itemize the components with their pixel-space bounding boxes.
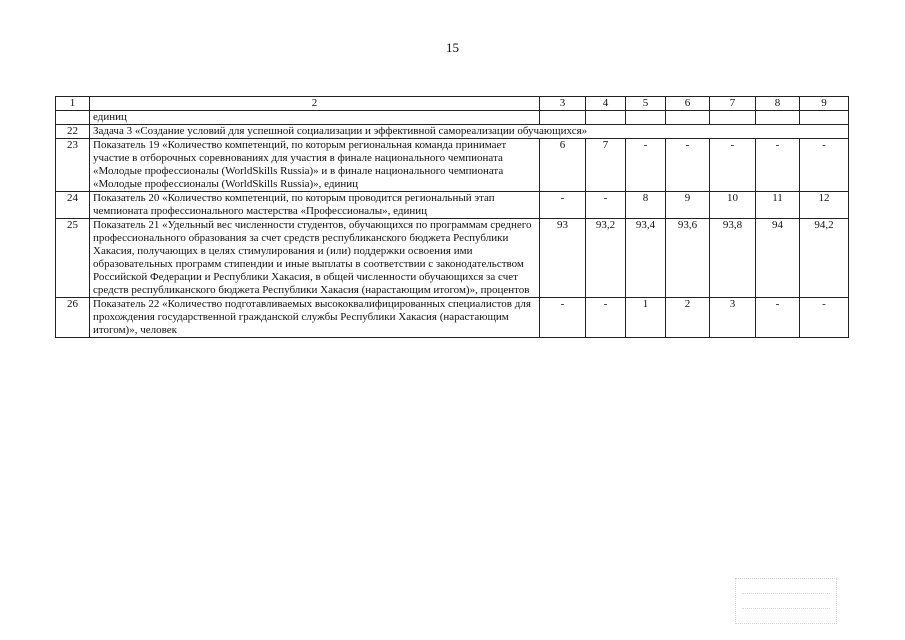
column-number: 1 bbox=[56, 97, 90, 111]
continuation-row bbox=[56, 111, 849, 125]
value-cell: 93,6 bbox=[666, 219, 710, 298]
column-number: 5 bbox=[626, 97, 666, 111]
value-cell: - bbox=[586, 298, 626, 338]
row-number: 23 bbox=[56, 139, 90, 192]
column-number: 6 bbox=[666, 97, 710, 111]
column-number: 2 bbox=[90, 97, 540, 111]
value-cell: - bbox=[540, 192, 586, 219]
table-row bbox=[56, 219, 849, 298]
cell-empty bbox=[666, 111, 710, 125]
task-row bbox=[56, 125, 849, 139]
continuation-text: единиц bbox=[90, 111, 540, 125]
column-number: 9 bbox=[800, 97, 849, 111]
value-cell: - bbox=[666, 139, 710, 192]
cell-empty bbox=[586, 111, 626, 125]
value-cell: 2 bbox=[666, 298, 710, 338]
indicator-text: Показатель 20 «Количество компетенций, по которым проводится региональный этап чемпионата профессионального мастерства «Профессионалы», единиц bbox=[90, 192, 540, 219]
indicator-text: Показатель 19 «Количество компетенций, по которым региональная команда принимает участие в отборочных соревнованиях для участия в финале национального чемпионата «Молодые профессионалы (WorldSkills Russia)» и в финале национального чемпионата «Молодые профессионалы (WorldSkills Russia)», единиц bbox=[90, 139, 540, 192]
cell-empty bbox=[710, 111, 756, 125]
value-cell: 94 bbox=[756, 219, 800, 298]
value-cell: 93 bbox=[540, 219, 586, 298]
table-row bbox=[56, 298, 849, 338]
value-cell: 93,2 bbox=[586, 219, 626, 298]
value-cell: 12 bbox=[800, 192, 849, 219]
cell-empty bbox=[756, 111, 800, 125]
value-cell: - bbox=[626, 139, 666, 192]
table-row bbox=[56, 139, 849, 192]
cell-empty bbox=[626, 111, 666, 125]
value-cell: 9 bbox=[666, 192, 710, 219]
row-number: 22 bbox=[56, 125, 90, 139]
indicator-text: Показатель 22 «Количество подготавливаемых высококвалифицированных специалистов для прохождения государственной гражданской службы Республики Хакасия (нарастающим итогом)», человек bbox=[90, 298, 540, 338]
value-cell: 1 bbox=[626, 298, 666, 338]
column-number: 3 bbox=[540, 97, 586, 111]
page-number: 15 bbox=[446, 40, 459, 55]
indicators-table bbox=[55, 96, 849, 338]
value-cell: 93,4 bbox=[626, 219, 666, 298]
value-cell: 6 bbox=[540, 139, 586, 192]
value-cell: 8 bbox=[626, 192, 666, 219]
value-cell: 11 bbox=[756, 192, 800, 219]
row-number: 24 bbox=[56, 192, 90, 219]
task-text: Задача 3 «Создание условий для успешной социализации и эффективной самореализации обучающихся» bbox=[90, 125, 849, 139]
value-cell: - bbox=[710, 139, 756, 192]
value-cell: 94,2 bbox=[800, 219, 849, 298]
indicator-text: Показатель 21 «Удельный вес численности студентов, обучающихся по программам среднего профессионального образования за счет средств республиканского бюджета Республики Хакасия, получающих в целях стимулирования и (или) поддержки освоения ими образовательных программ стипендии и иные выплаты в соответствии с законодательством Российской Федерации и Республики Хакасия, в общей численности обучающихся за счет средств республиканского бюджета Республики Хакасия (нарастающим итогом)», процентов bbox=[90, 219, 540, 298]
value-cell: - bbox=[756, 298, 800, 338]
table-row bbox=[56, 192, 849, 219]
cell-empty bbox=[540, 111, 586, 125]
column-number: 4 bbox=[586, 97, 626, 111]
value-cell: 10 bbox=[710, 192, 756, 219]
row-number: 25 bbox=[56, 219, 90, 298]
value-cell: - bbox=[800, 139, 849, 192]
value-cell: 93,8 bbox=[710, 219, 756, 298]
row-number: 26 bbox=[56, 298, 90, 338]
value-cell: - bbox=[586, 192, 626, 219]
cell-empty bbox=[800, 111, 849, 125]
column-number: 7 bbox=[710, 97, 756, 111]
value-cell: 3 bbox=[710, 298, 756, 338]
value-cell: - bbox=[756, 139, 800, 192]
value-cell: - bbox=[800, 298, 849, 338]
value-cell: 7 bbox=[586, 139, 626, 192]
value-cell: - bbox=[540, 298, 586, 338]
faint-stamp bbox=[735, 578, 837, 624]
cell-empty bbox=[56, 111, 90, 125]
column-number: 8 bbox=[756, 97, 800, 111]
column-number-row bbox=[56, 97, 849, 111]
